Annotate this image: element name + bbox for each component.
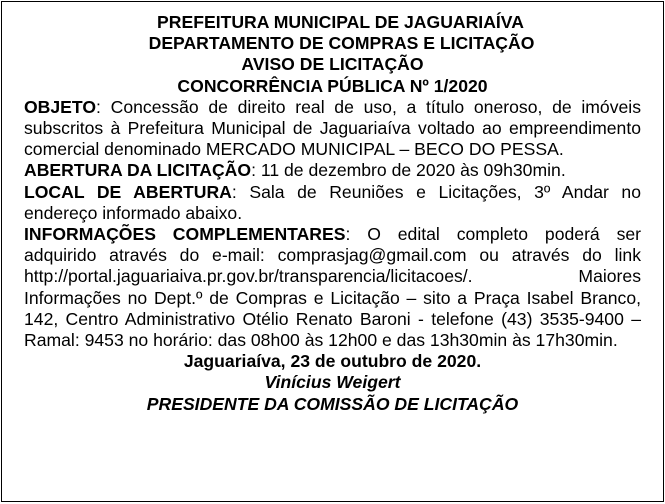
signer-name: Vinícius Weigert — [264, 372, 401, 393]
local-text: : Sala de Reuniões e Licitações, 3º Andar no endereço informado abaixo. — [24, 181, 641, 223]
place-date: Jaguariaíva, 23 de outubro de 2020. — [183, 351, 482, 372]
abertura-text: : 11 de dezembro de 2020 às 09h30min. — [251, 160, 566, 181]
objeto-text: : Concessão de direito real de uso, a título oneroso, de imóveis subscritos à Prefeitura Municipal de Jaguariaíva voltado ao empreendimento comercial denominado MERCADO MUNICIPAL – BECO DO PESSA. — [24, 96, 641, 160]
header-concorrencia: CONCORRÊNCIA PÚBLICA Nº 1/2020 — [177, 75, 488, 96]
header-aviso: AVISO DE LICITAÇÃO — [241, 54, 424, 75]
header-prefeitura: PREFEITURA MUNICIPAL DE JAGUARIAÍVA — [157, 12, 524, 32]
signer-role: PRESIDENTE DA COMISSÃO DE LICITAÇÃO — [146, 393, 519, 414]
local-paragraph — [24, 182, 641, 224]
local-label: LOCAL DE ABERTURA — [24, 181, 232, 202]
licitation-notice — [1, 1, 664, 502]
info-label: INFORMAÇÕES COMPLEMENTARES — [24, 224, 346, 245]
header-departamento: DEPARTAMENTO DE COMPRAS E LICITAÇÃO — [148, 33, 535, 54]
abertura-paragraph — [24, 160, 641, 181]
info-paragraph — [24, 224, 641, 351]
abertura-label: ABERTURA DA LICITAÇÃO — [24, 160, 252, 181]
info-text: : O edital completo poderá ser adquirido através do e-mail: comprasjag@gmail.com ou através do link http://portal.jaguariaiva.pr.gov.br/transparencia/licitacoes/. Maiores Informações no Dept.º de Compras e Licitação – sito a Praça Isabel Branco, 142, Centro Administrativo Otélio Renato Baroni - telefone (43) 3535-9400 – Ramal: 9453 no horário: das 08h00 às 12h00 e das 13h30min às 17h30min. — [24, 224, 642, 351]
objeto-paragraph — [24, 97, 641, 161]
objeto-label: OBJETO — [24, 96, 97, 117]
